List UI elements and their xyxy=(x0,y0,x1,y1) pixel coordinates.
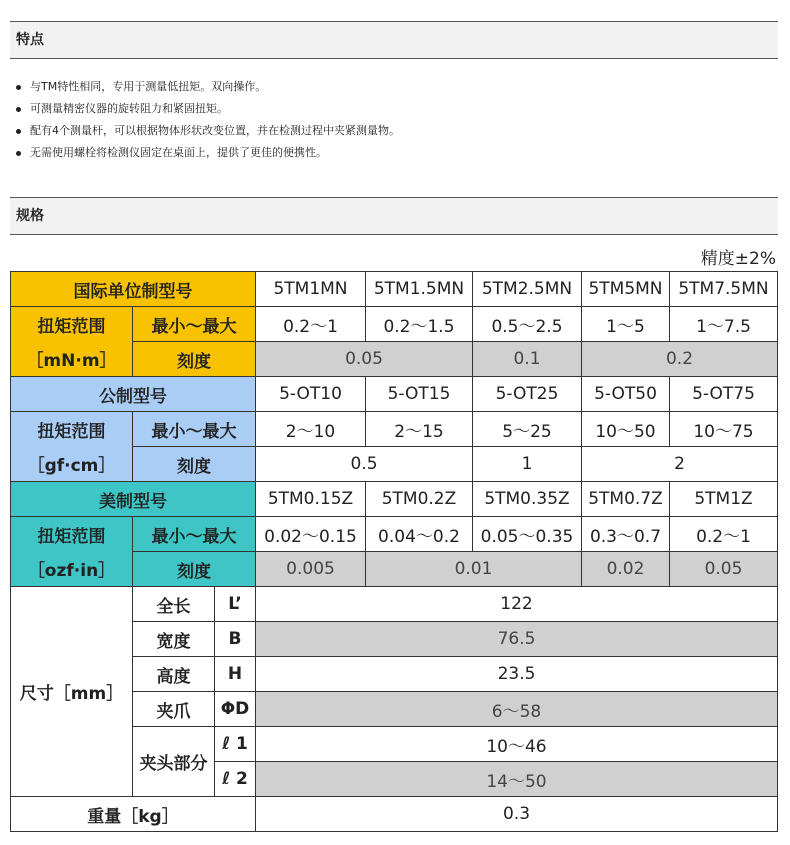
weight-label: 重量［kg］ xyxy=(11,797,256,832)
si-range: 0.2～1.5 xyxy=(366,307,473,342)
spec-table xyxy=(10,271,778,832)
metric-model-row xyxy=(11,377,778,412)
dim-name: 夹爪 xyxy=(133,692,215,727)
metric-scale-label: 刻度 xyxy=(133,447,256,482)
chuck-label: 夹头部分 xyxy=(133,727,215,797)
si-minmax-label: 最小～最大 xyxy=(133,307,256,342)
dim-value: 14～50 xyxy=(256,762,778,797)
dim-value: 23.5 xyxy=(256,657,778,692)
us-range-row xyxy=(11,517,778,552)
dim-symbol: H xyxy=(215,657,256,692)
metric-model: 5-OT75 xyxy=(670,377,778,412)
metric-model: 5-OT10 xyxy=(256,377,366,412)
us-unit-label: ［ozf·in］ xyxy=(11,552,133,587)
si-unit-label: ［mN·m］ xyxy=(11,342,133,377)
feature-item: 配有4个测量杆，可以根据物体形状改变位置，并在检测过程中夹紧测量物。 xyxy=(12,122,400,144)
features-list xyxy=(12,78,400,166)
si-range: 0.2～1 xyxy=(256,307,366,342)
si-scale: 0.2 xyxy=(582,342,778,377)
feature-item: 与TM特性相同，专用于测量低扭矩。双向操作。 xyxy=(12,78,400,100)
metric-model: 5-OT15 xyxy=(366,377,473,412)
us-minmax-label: 最小～最大 xyxy=(133,517,256,552)
us-range: 0.02～0.15 xyxy=(256,517,366,552)
si-model: 5TM1.5MN xyxy=(366,272,473,307)
dim-symbol: ℓ 1 xyxy=(215,727,256,762)
si-range: 1～7.5 xyxy=(670,307,778,342)
us-scale: 0.05 xyxy=(670,552,778,587)
dim-symbol: B xyxy=(215,622,256,657)
dim-symbol: ℓ 2 xyxy=(215,762,256,797)
us-range: 0.2～1 xyxy=(670,517,778,552)
metric-model: 5-OT25 xyxy=(473,377,582,412)
us-range: 0.04～0.2 xyxy=(366,517,473,552)
metric-range: 10～50 xyxy=(582,412,670,447)
si-model: 5TM2.5MN xyxy=(473,272,582,307)
us-range-label: 扭矩范围 xyxy=(11,517,133,552)
us-model-row xyxy=(11,482,778,517)
dim-row xyxy=(11,587,778,622)
us-range: 0.3～0.7 xyxy=(582,517,670,552)
metric-scale: 2 xyxy=(582,447,778,482)
si-range-label: 扭矩范围 xyxy=(11,307,133,342)
dim-value: 122 xyxy=(256,587,778,622)
dim-name: 全长 xyxy=(133,587,215,622)
us-scale: 0.005 xyxy=(256,552,366,587)
metric-range-row xyxy=(11,412,778,447)
dim-value: 76.5 xyxy=(256,622,778,657)
si-model: 5TM5MN xyxy=(582,272,670,307)
us-model-label: 美制型号 xyxy=(11,482,256,517)
metric-scale: 0.5 xyxy=(256,447,473,482)
si-range-row xyxy=(11,307,778,342)
metric-range: 5～25 xyxy=(473,412,582,447)
metric-range: 2～15 xyxy=(366,412,473,447)
us-model: 5TM0.15Z xyxy=(256,482,366,517)
feature-item: 可测量精密仪器的旋转阻力和紧固扭矩。 xyxy=(12,100,400,122)
si-model: 5TM7.5MN xyxy=(670,272,778,307)
si-model-row xyxy=(11,272,778,307)
metric-scale-row xyxy=(11,447,778,482)
features-header: 特点 xyxy=(10,21,778,59)
us-scale-label: 刻度 xyxy=(133,552,256,587)
si-scale-row xyxy=(11,342,778,377)
dim-name: 高度 xyxy=(133,657,215,692)
us-scale-row xyxy=(11,552,778,587)
si-scale-label: 刻度 xyxy=(133,342,256,377)
metric-model-label: 公制型号 xyxy=(11,377,256,412)
si-range: 1～5 xyxy=(582,307,670,342)
dim-name: 宽度 xyxy=(133,622,215,657)
si-model-label: 国际单位制型号 xyxy=(11,272,256,307)
specs-header: 规格 xyxy=(10,197,778,235)
dim-symbol: ΦD xyxy=(215,692,256,727)
weight-value: 0.3 xyxy=(256,797,778,832)
us-model: 5TM0.35Z xyxy=(473,482,582,517)
dim-value: 10～46 xyxy=(256,727,778,762)
metric-range-label: 扭矩范围 xyxy=(11,412,133,447)
metric-range: 10～75 xyxy=(670,412,778,447)
metric-unit-label: ［gf·cm］ xyxy=(11,447,133,482)
si-scale: 0.05 xyxy=(256,342,473,377)
metric-scale: 1 xyxy=(473,447,582,482)
feature-item: 无需使用螺栓将检测仪固定在桌面上，提供了更佳的便携性。 xyxy=(12,144,400,166)
us-model: 5TM1Z xyxy=(670,482,778,517)
dimensions-label: 尺寸［mm］ xyxy=(11,587,133,797)
weight-row xyxy=(11,797,778,832)
si-model: 5TM1MN xyxy=(256,272,366,307)
us-model: 5TM0.2Z xyxy=(366,482,473,517)
metric-model: 5-OT50 xyxy=(582,377,670,412)
us-range: 0.05～0.35 xyxy=(473,517,582,552)
us-model: 5TM0.7Z xyxy=(582,482,670,517)
accuracy-note: 精度±2% xyxy=(700,249,776,269)
metric-range: 2～10 xyxy=(256,412,366,447)
si-scale: 0.1 xyxy=(473,342,582,377)
dim-symbol: L’ xyxy=(215,587,256,622)
us-scale: 0.02 xyxy=(582,552,670,587)
us-scale: 0.01 xyxy=(366,552,582,587)
metric-minmax-label: 最小～最大 xyxy=(133,412,256,447)
si-range: 0.5～2.5 xyxy=(473,307,582,342)
dim-value: 6～58 xyxy=(256,692,778,727)
